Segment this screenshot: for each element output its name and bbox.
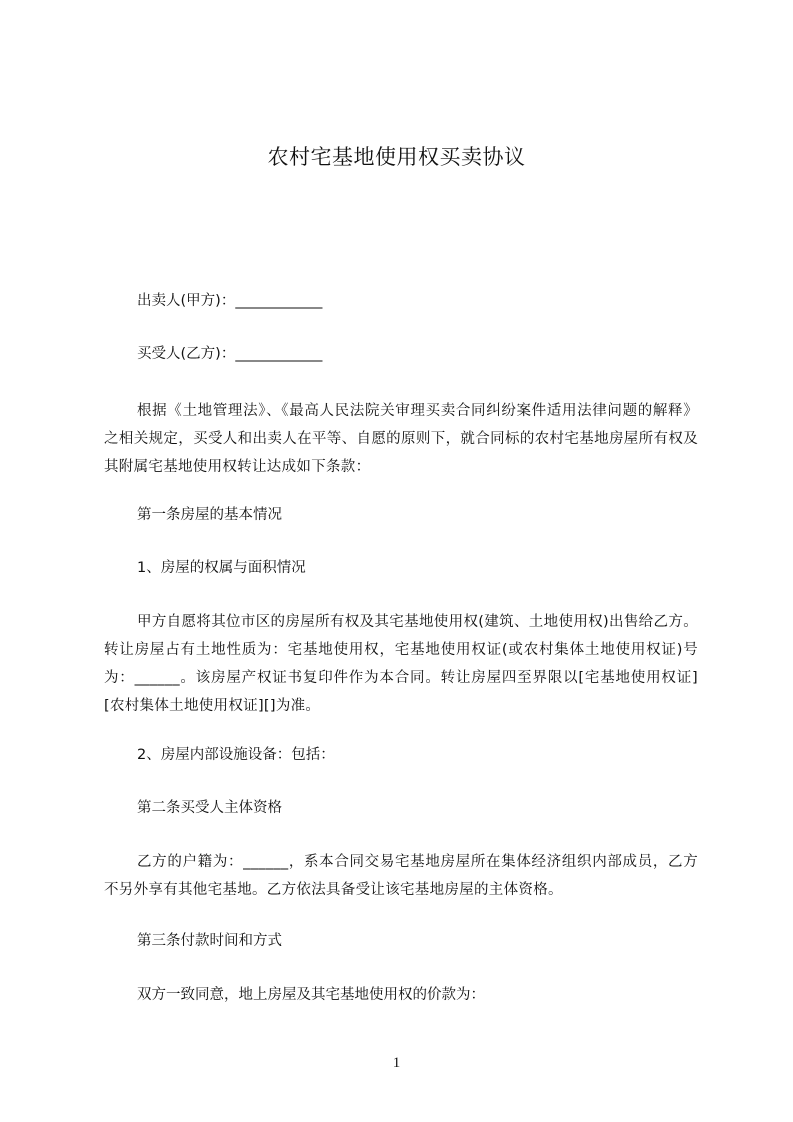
- article-2-heading: 第二条买受人主体资格: [137, 800, 282, 816]
- item-1-heading: 1、房屋的权属与面积情况: [137, 560, 306, 576]
- item-2-heading: 2、房屋内部设施设备：包括：: [137, 747, 335, 763]
- article-3-heading: 第三条付款时间和方式: [137, 933, 282, 949]
- document-title: 农村宅基地使用权买卖协议: [267, 145, 526, 169]
- page-number: 1: [392, 1055, 401, 1071]
- article-1-heading: 第一条房屋的基本情况: [137, 507, 282, 523]
- article-3-body: 双方一致同意，地上房屋及其宅基地使用权的价款为：: [137, 987, 485, 1003]
- intro-paragraph: 根据《土地管理法》、《最高人民法院关审理买卖合同纠纷案件适用法律问题的解释》之相关规定，买受人和出卖人在平等、自愿的原则下，就合同标的农村宅基地房屋所有权及其附属宅基地使用权转让达成如下条款：: [104, 403, 698, 475]
- buyer-line: 买受人(乙方)：____________: [137, 346, 323, 362]
- seller-line: 出卖人(甲方)：____________: [137, 293, 323, 309]
- article-2-body: 乙方的户籍为：______，系本合同交易宅基地房屋所在集体经济组织内部成员，乙方不另外享有其他宅基地。乙方依法具备受让该宅基地房屋的主体资格。: [104, 854, 698, 898]
- item-1-body: 甲方自愿将其位市区的房屋所有权及其宅基地使用权(建筑、土地使用权)出售给乙方。转让房屋占有土地性质为：宅基地使用权，宅基地使用权证(或农村集体土地使用权证)号为：______。该房屋产权证书复印件作为本合同。转让房屋四至界限以[宅基地使用权证][农村集体土地使用权证][]为准。: [104, 614, 698, 714]
